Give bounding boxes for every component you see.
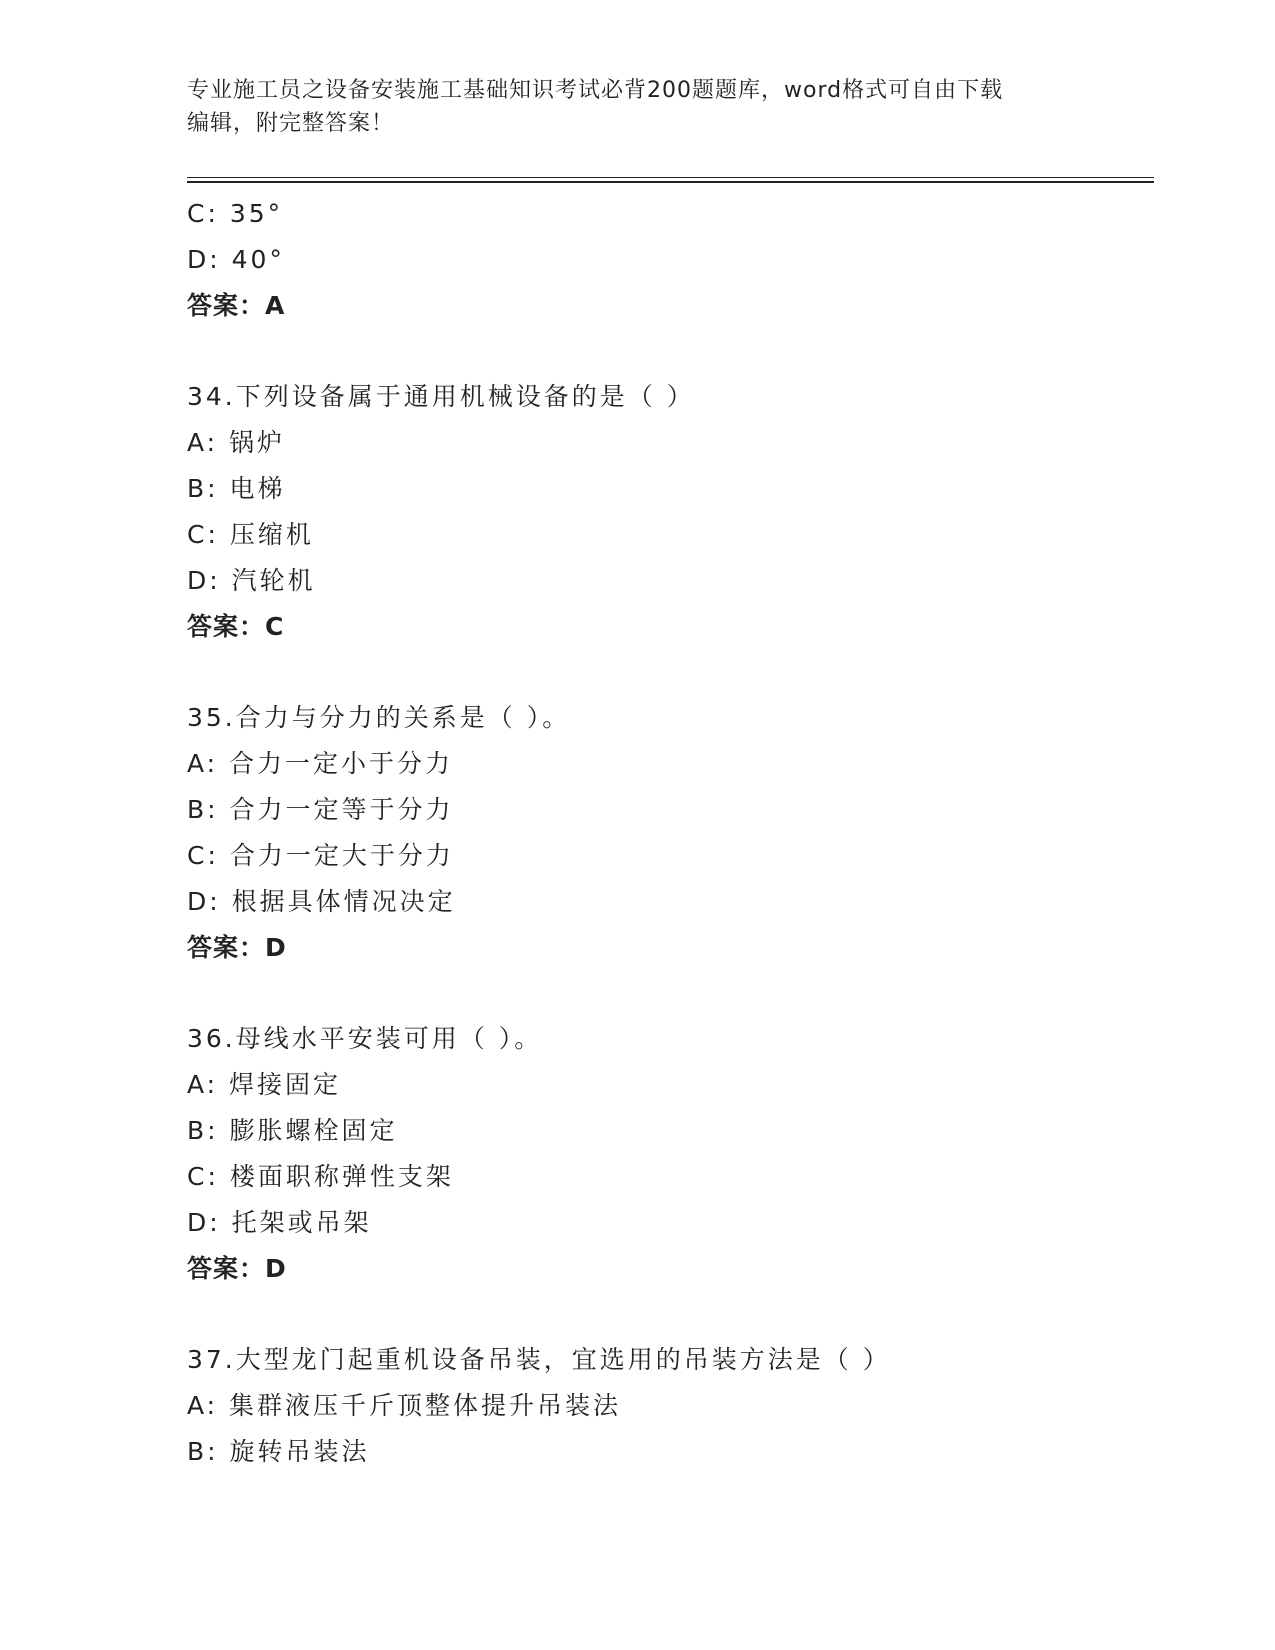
spacer xyxy=(187,650,1154,695)
option-c: C: 35° xyxy=(187,199,284,228)
answer-line: 答案：C xyxy=(187,612,285,641)
option-c: C: 楼面职称弹性支架 xyxy=(187,1162,454,1191)
answer-line: 答案：D xyxy=(187,933,287,962)
question-37 xyxy=(187,1337,1154,1475)
spacer xyxy=(187,329,1154,374)
question-36 xyxy=(187,1016,1154,1292)
header-line-2: 编辑，附完整答案！ xyxy=(187,111,395,136)
option-c: C: 压缩机 xyxy=(187,520,314,549)
document-header xyxy=(187,74,1087,140)
spacer xyxy=(187,971,1154,1016)
header-line-1: 专业施工员之设备安装施工基础知识考试必背200题题库，word格式可自由下载 xyxy=(187,78,1004,103)
option-d: D: 根据具体情况决定 xyxy=(187,887,456,916)
question-list xyxy=(187,191,1154,1475)
question-33-continued xyxy=(187,191,1154,329)
question-stem: 37.大型龙门起重机设备吊装，宜选用的吊装方法是（ ） xyxy=(187,1345,891,1374)
answer-line: 答案：D xyxy=(187,1254,287,1283)
option-a: A: 集群液压千斤顶整体提升吊装法 xyxy=(187,1391,622,1420)
question-stem: 35.合力与分力的关系是（ ）。 xyxy=(187,703,571,732)
option-a: A: 合力一定小于分力 xyxy=(187,749,454,778)
option-a: A: 锅炉 xyxy=(187,428,286,457)
option-d: D: 40° xyxy=(187,245,285,274)
option-b: B: 电梯 xyxy=(187,474,286,503)
question-34 xyxy=(187,374,1154,650)
option-d: D: 托架或吊架 xyxy=(187,1208,372,1237)
option-d: D: 汽轮机 xyxy=(187,566,316,595)
question-35 xyxy=(187,695,1154,971)
option-b: B: 膨胀螺栓固定 xyxy=(187,1116,398,1145)
answer-line: 答案：A xyxy=(187,291,286,320)
question-stem: 34.下列设备属于通用机械设备的是（ ） xyxy=(187,382,695,411)
header-rule-thick xyxy=(187,181,1154,183)
option-a: A: 焊接固定 xyxy=(187,1070,342,1099)
spacer xyxy=(187,1292,1154,1337)
header-rule-thin xyxy=(187,177,1154,178)
question-stem: 36.母线水平安装可用（ ）。 xyxy=(187,1024,543,1053)
option-b: B: 旋转吊装法 xyxy=(187,1437,370,1466)
option-b: B: 合力一定等于分力 xyxy=(187,795,454,824)
option-c: C: 合力一定大于分力 xyxy=(187,841,454,870)
